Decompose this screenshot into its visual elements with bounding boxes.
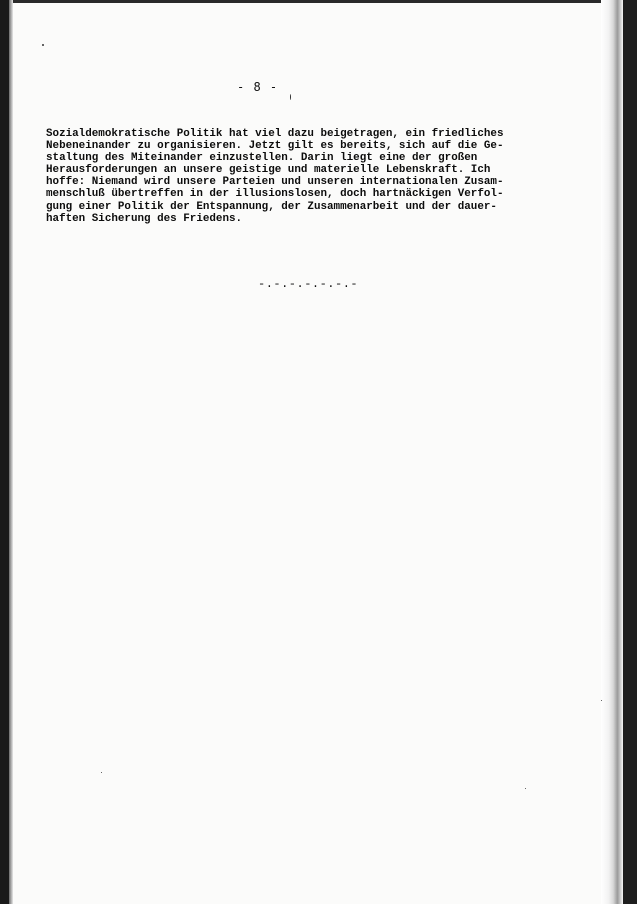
scan-speck [290, 94, 291, 100]
page-number: - 8 - [237, 80, 279, 94]
scan-edge-right-shadow [601, 0, 623, 904]
body-paragraph [46, 128, 566, 225]
text-line: hoffe: Niemand wird unsere Parteien und unseren internationalen Zusam- [46, 176, 504, 189]
text-line: staltung des Miteinander einzustellen. Darin liegt eine der großen [46, 152, 478, 165]
scan-edge-right [623, 0, 637, 904]
end-separator: -.-.-.-.-.-.- [258, 277, 359, 291]
text-line: gung einer Politik der Entspannung, der Zusammenarbeit und der dauer- [46, 200, 497, 213]
text-line: menschluß übertreffen in der illusionslosen, doch hartnäckigen Verfol- [46, 188, 504, 201]
scan-speck [42, 44, 44, 46]
text-line: Herausforderungen an unsere geistige und materielle Lebenskraft. Ich [46, 164, 491, 177]
text-line: Sozialdemokratische Politik hat viel dazu beigetragen, ein friedliches [46, 128, 504, 140]
scan-speck [601, 700, 602, 701]
scan-edge-left-shadow [9, 0, 13, 904]
scan-edge-top [0, 0, 637, 3]
text-line: Nebeneinander zu organisieren. Jetzt gilt es bereits, sich auf die Ge- [46, 140, 504, 153]
scan-speck [101, 772, 102, 773]
scan-edge-left [0, 0, 9, 904]
scan-speck [525, 788, 526, 789]
text-line: haften Sicherung des Friedens. [46, 212, 243, 225]
